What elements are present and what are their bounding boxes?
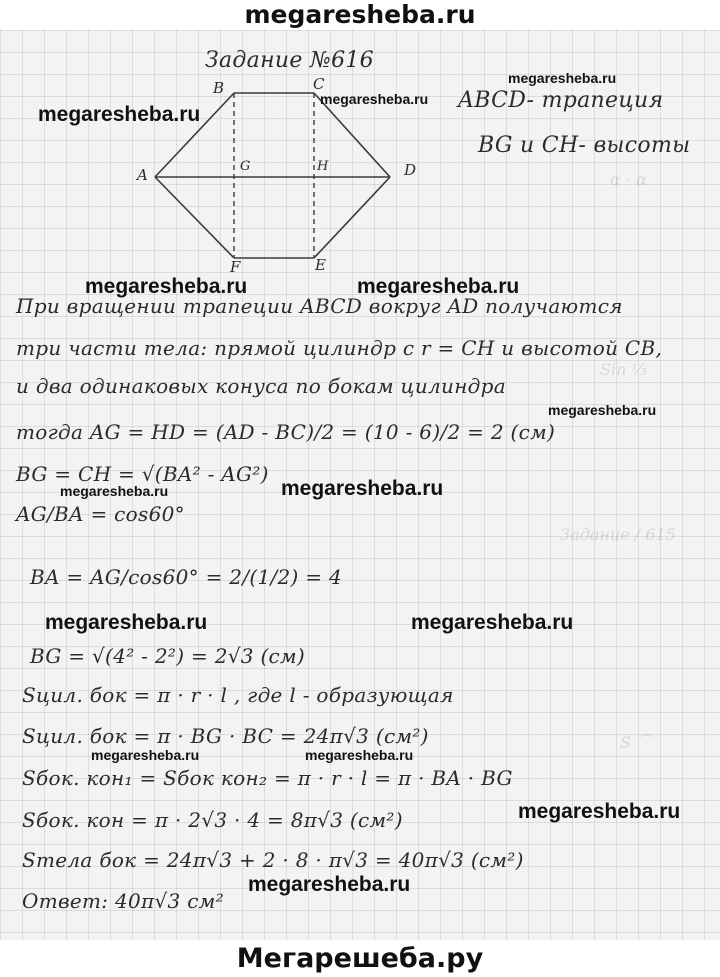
- vertex-label-b: B: [213, 79, 225, 97]
- watermark: megaresheba.ru: [548, 402, 657, 418]
- watermark: megaresheba.ru: [45, 611, 208, 634]
- watermark: megaresheba.ru: [60, 483, 169, 499]
- watermark: megaresheba.ru: [91, 747, 200, 763]
- site-header: megaresheba.ru: [0, 0, 720, 30]
- watermark: megaresheba.ru: [411, 611, 574, 634]
- vertex-label-d: D: [404, 161, 417, 179]
- solution-line-9: Sцил. бок = π · r · l , где l - образующая: [22, 683, 454, 707]
- watermark: megaresheba.ru: [518, 800, 681, 823]
- site-footer: Мегарешеба.ру: [0, 940, 720, 977]
- side-ed: [314, 177, 390, 258]
- watermark: megaresheba.ru: [305, 747, 414, 763]
- solution-line-13: Sтела бок = 24π√3 + 2 · 8 · π√3 = 40π√3 (см²): [22, 848, 524, 872]
- solution-line-3: и два одинаковых конуса по бокам цилиндра: [16, 374, 506, 398]
- solution-line-2: три части тела: прямой цилиндр с r = CH и высотой CB,: [16, 336, 663, 360]
- solution-line-6: AG/BA = cos60°: [16, 502, 185, 526]
- bleed-through: S ⌒: [620, 733, 653, 752]
- watermark: megaresheba.ru: [85, 275, 248, 298]
- given-line-1: ABCD- трапеция: [458, 88, 664, 113]
- solution-line-12: Sбок. кон = π · 2√3 · 4 = 8π√3 (см²): [22, 808, 403, 832]
- side-af: [155, 177, 234, 258]
- watermark: megaresheba.ru: [281, 477, 444, 500]
- watermark: megaresheba.ru: [357, 275, 520, 298]
- notebook-page: [0, 30, 720, 940]
- solution-line-11: Sбок. кон₁ = Sбок кон₂ = π · r · l = π · BA · BG: [22, 766, 513, 790]
- solution-line-10: Sцил. бок = π · BG · BC = 24π√3 (см²): [22, 724, 429, 748]
- solution-line-7: BA = AG/cos60° = 2/(1/2) = 4: [30, 565, 343, 589]
- solution-line-1: При вращении трапеции ABCD вокруг AD получаются: [16, 294, 623, 318]
- point-label-h: H: [317, 159, 329, 174]
- given-line-2: BG и CH- высоты: [478, 133, 691, 158]
- watermark: megaresheba.ru: [320, 91, 429, 107]
- answer-line: Ответ: 40π√3 см²: [22, 889, 224, 913]
- vertex-label-e: E: [315, 256, 327, 274]
- watermark: megaresheba.ru: [508, 70, 617, 86]
- bleed-through: Sin ⅓: [600, 360, 647, 379]
- watermark: megaresheba.ru: [38, 103, 201, 126]
- task-title: Задание №616: [205, 48, 374, 73]
- solution-line-5: BG = CH = √(BA² - AG²): [16, 462, 269, 486]
- vertex-label-f: F: [230, 258, 241, 276]
- vertex-label-a: A: [137, 166, 149, 184]
- point-label-g: G: [240, 159, 251, 174]
- solution-line-8: BG = √(4² - 2²) = 2√3 (см): [30, 644, 306, 668]
- bleed-through: 3адание ∕ 615: [560, 525, 676, 544]
- watermark: megaresheba.ru: [248, 873, 411, 896]
- bleed-through: ɑ · ɑ: [610, 170, 647, 189]
- solution-line-4: тогда AG = HD = (AD - BC)/2 = (10 - 6)/2 = 2 (см): [16, 420, 556, 444]
- vertex-label-c: C: [313, 75, 325, 93]
